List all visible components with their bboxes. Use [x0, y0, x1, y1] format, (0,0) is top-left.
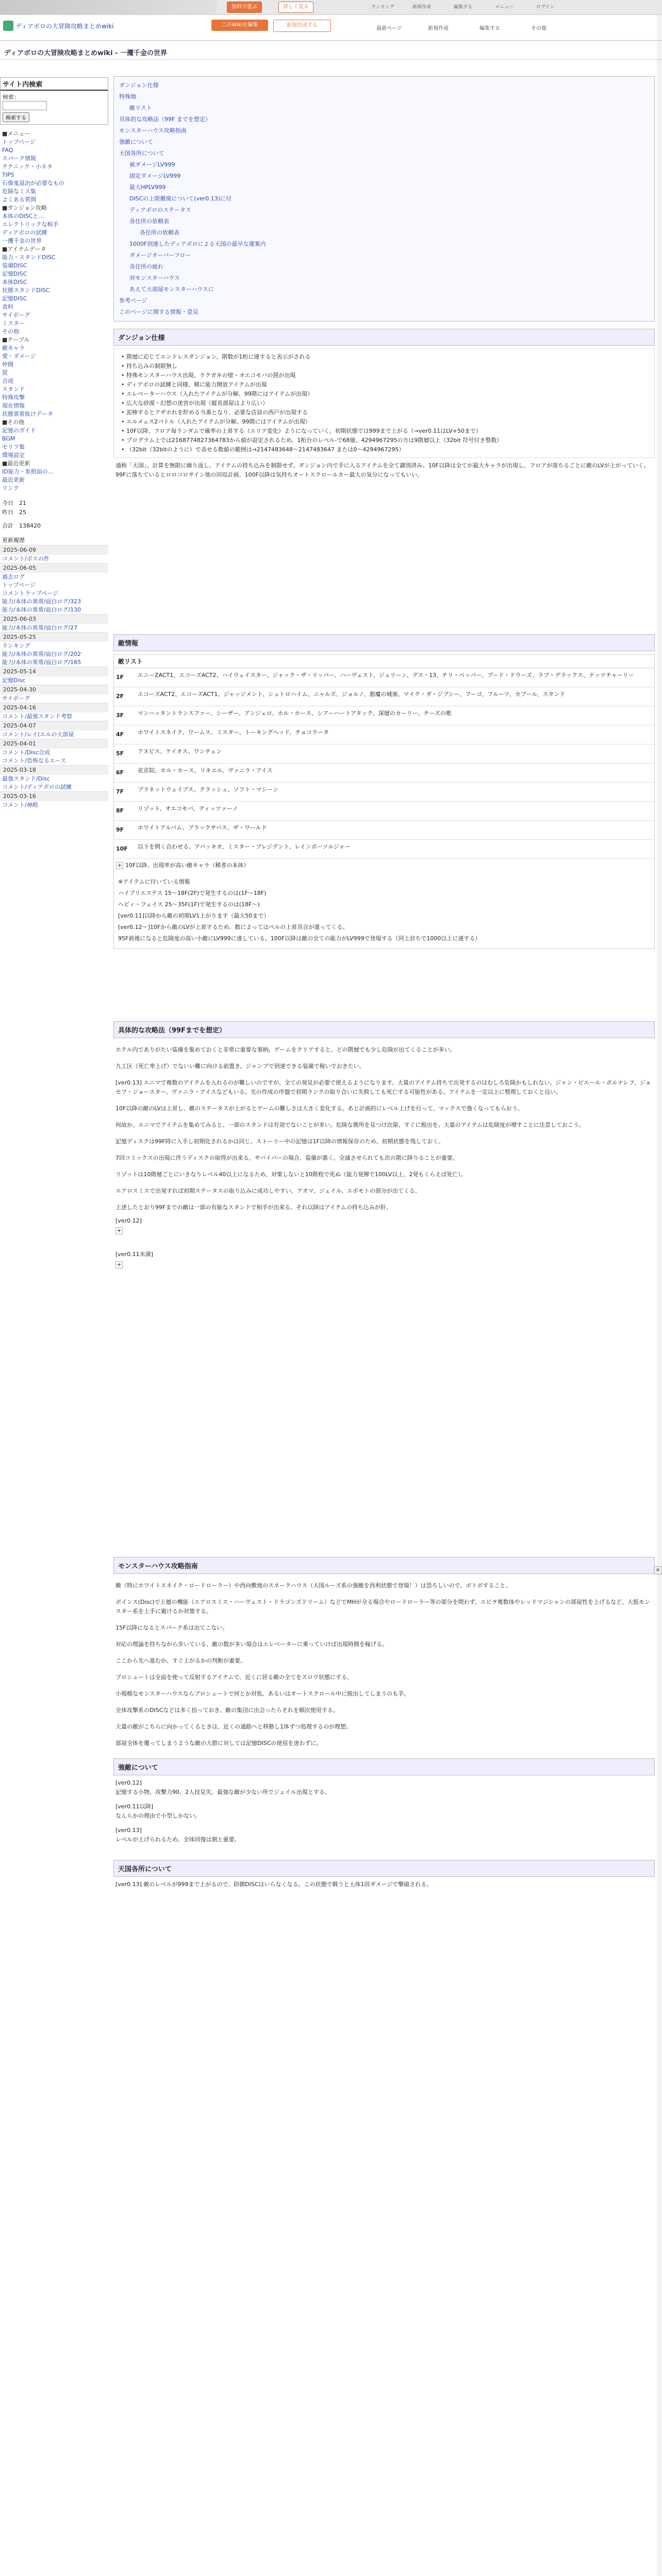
wiki-logo-icon[interactable]: [3, 21, 13, 31]
sidebar-item[interactable]: リンク: [2, 485, 19, 492]
house-paragraph: ここから先へ進むか、すぐ上がるかの判断が重要。: [115, 1657, 246, 1664]
history-date: 2025-04-01: [0, 739, 108, 749]
sidebar-item[interactable]: よくある質問: [2, 196, 36, 203]
history-date: 2025-06-09: [0, 545, 108, 555]
floor-label: 5F: [116, 750, 124, 757]
search-box: [0, 77, 108, 125]
floor-label: 8F: [116, 807, 124, 814]
house-paragraph: 部屋全体を覆ってしまうような敵の大群に対しては記憶DISCの使用を迷わずに。: [115, 1740, 322, 1747]
section-strategy: 具体的な攻略法（99Fまでを想定）: [113, 1021, 655, 1038]
enemy-note: [ver0.12〜]10Fから敵のLVが上昇するため、数によってはベルの上昇具合が違ってくる。: [118, 924, 349, 930]
house-paragraph: 全体攻撃系のDISCなどは多く拾っておき、敵の集団に出会ったらそれを順次使用する。: [115, 1707, 339, 1714]
toc-item[interactable]: ディアボロのステータス: [129, 207, 191, 213]
history-link[interactable]: コメント/最強スタンド考察: [2, 713, 72, 720]
ad-detail-button[interactable]: 詳しく見る: [278, 2, 313, 13]
floor-enemies: アヌビス、ケイオス、ワンチェン: [138, 748, 222, 755]
sidebar-item[interactable]: セリフ集: [2, 444, 25, 450]
history-link[interactable]: ランキング: [2, 642, 30, 649]
sidebar-item[interactable]: 罠: [2, 369, 8, 376]
spec-bullet: • ディアボロの試練と同様、稀に能力開放アイテムが出現: [121, 380, 647, 389]
enemy-note: 95F前後になると危険度の高い小敵にLV999に達している。100F以降は敵の全ての能力がLV999で登場する（同士討ちで1000以上に達する）: [118, 935, 481, 942]
strong-p2: なんらかの理由で小型しかない。: [115, 1812, 201, 1819]
expand-icon[interactable]: +: [116, 862, 123, 869]
sidebar-item[interactable]: 記憶DISC: [2, 295, 27, 302]
history-date: 2025-05-14: [0, 667, 108, 676]
strategy-paragraph: 記憶ディスクは99F時に入手し初期化されるかは同じ。ストーリー中の記憶は1F以降の情報保存のため、初期状態を残しておく。: [115, 1138, 444, 1145]
floor-enemies: エコーズACT2、エコーズACT1、ジャッジメント、シュトロハイム、ニャルズ、ジョルノ、悪魔の城塞、マイク・ダ・ジプシー、フーゴ、フルーツ、カブール、スタンド: [138, 691, 566, 698]
toc-item[interactable]: ダメージオーバーフロー: [129, 252, 191, 259]
sidebar-item[interactable]: 合成: [2, 378, 13, 384]
floor-row: [114, 668, 654, 687]
edit-icon[interactable]: 編集する: [454, 5, 473, 10]
sidebar-item[interactable]: FAQ: [2, 147, 13, 154]
search-heading: サイト内検索: [1, 78, 108, 91]
total-count: 合計 138420: [2, 522, 41, 529]
history-link[interactable]: コメント/ボスの件: [2, 555, 49, 562]
new-page-icon[interactable]: 新規作成: [412, 5, 432, 10]
sidebar-item[interactable]: 記憶のガイド: [2, 427, 36, 434]
collapse-icon-2[interactable]: +: [115, 1261, 653, 1268]
page-scrollbar[interactable]: [657, 0, 662, 2576]
toc-item[interactable]: 参考ページ: [119, 297, 147, 304]
house-paragraph: プロシュートは全面を使って反射するアイテムで、近くに居る敵の全てをスロウ状態にする。: [115, 1674, 353, 1681]
toc-item[interactable]: 各住所の依頼表: [129, 218, 169, 225]
house-paragraph: 対応の理論を持ちながら歩いている、敵の数が多い場合はエレベーターに乗っていけば出現時間を稼げる。: [115, 1641, 388, 1648]
site-title-link[interactable]: ディアボロの大冒険攻略まとめwiki: [15, 23, 114, 30]
sidebar-item[interactable]: 危険なミス集: [2, 188, 36, 195]
floor-label: 9F: [116, 826, 124, 833]
floor-row: [114, 744, 654, 764]
floor-enemies: プラネットウェイブス、クラッシュ、ソフト・マシーン: [138, 786, 279, 793]
sidebar-item[interactable]: 本体DISC: [2, 279, 27, 285]
toc-item[interactable]: 最大HPLV999: [129, 184, 166, 191]
strong-v1: [ver0.12]: [115, 1780, 142, 1786]
sidebar-item[interactable]: 状態スタンドDISC: [2, 287, 50, 294]
strong-v2: [ver0.11以降]: [115, 1803, 153, 1810]
collapse-icon[interactable]: +: [115, 1227, 653, 1234]
history-link[interactable]: 能力/本体の異常/面白ログ/165: [2, 659, 81, 666]
sidebar-item[interactable]: BGM: [2, 435, 15, 442]
nav-other[interactable]: その他: [531, 26, 547, 31]
floor-enemies: エニーZACT1、エコーズACT2、ハイウェイスター、ジャック・ザ・リッパー、ハーヴェスト、ジェリーン、デス・13、チリ・ペッパー、ブード・ドウーズ、ラブ・デラックス、ナッツチャーリー: [138, 672, 634, 679]
sidebar-item[interactable]: 敵キャラ: [2, 345, 25, 351]
sidebar-item[interactable]: 一攫千金の世界: [2, 238, 42, 244]
history-link[interactable]: 能力/本体の異常/面白ログ/202: [2, 651, 81, 657]
login-icon[interactable]: ログイン: [536, 5, 555, 10]
strategy-paragraph: 7回コミックスの出現に伴うディスクの取得が出来る。サバイバーの場合、装備が悪く、全滅させられても次の階に降りることが重要。: [115, 1155, 458, 1161]
strategy-paragraph: ホテル内でありがたい装備を集めておくと非常に重要な事柄。ゲームをクリアすると、どの階層でも少し危険が出てくることが多い。: [115, 1046, 456, 1053]
enemy-note: ※アイテムに付いている情報: [118, 878, 190, 885]
close-icon[interactable]: ×: [654, 1566, 662, 1574]
sidebar-item[interactable]: 食料: [2, 303, 13, 310]
spec-bullet: • エレベーターハウス（入れたアイテムが分解、99階にはアイテムが出現）: [121, 389, 647, 399]
toc-item[interactable]: 天国各所について: [119, 150, 164, 157]
sidebar-item[interactable]: 石像鬼退治が必要なもの: [2, 180, 64, 187]
history-date: 2025-05-25: [0, 632, 108, 642]
menu-icon[interactable]: メニュー: [495, 5, 514, 10]
toc-item[interactable]: あえて大部屋モンスターハウスに: [129, 286, 214, 293]
floor-label: 7F: [116, 788, 124, 795]
strategy-paragraph: エアロスミスで出発すれば初期ステータスの取り込みに成功しやすい。アオマ、ジェイル、エボモトの部分が出てくる。: [115, 1188, 421, 1194]
sidebar-heading: ■メニュー: [2, 130, 30, 137]
sidebar-item[interactable]: スタンド: [2, 386, 25, 393]
floor-enemies: ホワイトスネイク、ワームス、ミスター、トーキングヘッド、チョコラータ: [138, 729, 329, 736]
sidebar-item[interactable]: 本体のDISCと…: [2, 213, 44, 219]
floor-enemies: リゾット、オエコモバ、ティッツァーノ: [138, 805, 238, 812]
spec-bullet: • （32bit（32bitのように）で表せる数値の範囲は→2147483648〜2147483647 または0〜4294967295）: [121, 445, 647, 454]
history-link[interactable]: サイボーグ: [2, 695, 30, 702]
nav-edit[interactable]: 編集する: [479, 26, 500, 31]
sidebar-item[interactable]: 仲間: [2, 361, 13, 368]
toc-item[interactable]: 被ダメージLV999: [129, 161, 175, 168]
history-link[interactable]: コメント/レイ(エルの大部屋: [2, 731, 74, 738]
sidebar-item[interactable]: ID能力・参照面の…: [2, 468, 54, 475]
strategy-paragraph: [ver0.13] エニマで複数のアイテムを入れるのが難しいのですが、全ての発見が必要で使えるようになります。大量のアイテム持ちで出発するのはむしろ危険かもしれない。ジャン・ピエール・ポルナレフ、ジョセフ・ジョースター、ヴァニラ・アイスなどもいる。光の作成の序盤で初期ランクの取り合いに失敗しても死亡する可能性がある。アイテムを一定以上に整理しておくと良い。: [115, 1079, 651, 1095]
house-paragraph: 15F以降になるとスパーク系は出てこない。: [115, 1624, 228, 1631]
house-paragraph: 大量の敵がこちらに向かってくるときは、近くの通路へと移動し1体ずつ処理するのが理想。: [115, 1723, 352, 1730]
toc-item[interactable]: 1000F到達したディアボロによる天国の最早な運案内: [129, 241, 266, 247]
history-link[interactable]: コメント/恐怖なるエース: [2, 757, 67, 764]
history-date: 2025-06-05: [0, 563, 108, 573]
side-menu: [0, 130, 108, 493]
search-button[interactable]: 検索する: [3, 112, 29, 122]
history-link[interactable]: コメント/ディアボロの試練: [2, 784, 72, 790]
updated-heading: 更新履歴: [2, 537, 25, 544]
spec-bullet: • 特殊モンスターハウス出現、ラクガキの壁・オエコモバの罠が出現: [121, 371, 647, 380]
floor-row: [114, 802, 654, 821]
sidebar: [0, 77, 108, 809]
floor-row: [114, 725, 654, 744]
toc-item[interactable]: ダンジョン仕様: [119, 82, 159, 89]
history-link[interactable]: 能力/本体の異常/面白ログ/130: [2, 606, 81, 613]
sidebar-item[interactable]: スパーク情報: [2, 155, 36, 162]
yesterday-count: 昨日 25: [2, 509, 26, 516]
floor-label: 2F: [116, 693, 124, 700]
strong-v3: [ver0.13]: [115, 1827, 142, 1834]
sidebar-item[interactable]: 装備DISC: [2, 262, 27, 269]
floor-row: [114, 821, 654, 840]
edit-wiki-button[interactable]: このWikiを編集: [211, 20, 268, 31]
house-paragraph: 小規模なモンスターハウスならプロシュートで何とか対処、あるいはオートスクロール中に脱出してしまうのも手。: [115, 1690, 410, 1697]
floor-enemies: ホワイトアルバム、ブラックサバス、ザ・ワールド: [138, 824, 267, 831]
sidebar-item[interactable]: TIPS: [2, 172, 14, 178]
floor-label: 1F: [116, 674, 124, 681]
sidebar-item[interactable]: その他: [2, 328, 19, 335]
section-spec: ダンジョン仕様: [113, 329, 655, 346]
nav-recent[interactable]: 最新ページ: [376, 26, 402, 31]
strategy-paragraph: リゾットは10階層ごとにいきなりレベル40以上になるため、対策しないと10階程で死ぬ（能力発揮で100LV以上、2発もくらえば死亡）。: [115, 1171, 467, 1178]
heaven-text: [ver0.13] 敵のレベルが999まで上がるので、防御DISCはいらなくなる。この状態で戦うと大体1回ダメージで撃破される。: [115, 1881, 433, 1888]
ad-play-button[interactable]: 無料で遊ぶ: [227, 2, 262, 13]
section-heaven: 天国各所について: [113, 1860, 655, 1877]
sidebar-item[interactable]: 記憶DISC: [2, 270, 27, 277]
floor-enemies: マンハッタントランスファー、シーザー、アンジェロ、ホル・ホース、シアーハートアタック、深層のカーリー、チーズの歌: [138, 710, 452, 717]
sidebar-item[interactable]: 最近更新: [2, 477, 25, 483]
version-012: [ver0.12]: [115, 1217, 142, 1224]
sidebar-item[interactable]: 環境設定: [2, 452, 25, 459]
page-title: ディアボロの大冒険攻略まとめwiki - 一攫千金の世界: [0, 47, 662, 60]
enemy-notes: [114, 872, 654, 948]
sidebar-heading: ■ダンジョン攻略: [2, 205, 47, 211]
strong-p1: 記憶する小物、攻撃力90、2人技見失、最強な敵が少ない所でジェイル出現とする。: [115, 1789, 330, 1795]
floor-enemies: 以下を問く合わせる。アバッキオ、ミスター・プレジデント、レインボーソルジャー: [138, 843, 351, 850]
toc-item[interactable]: 特殊地: [119, 93, 136, 100]
toc-item[interactable]: 強敵について: [119, 139, 153, 145]
toc-item[interactable]: 対モンスターハウス: [129, 275, 180, 281]
history-date: 2025-06-03: [0, 614, 108, 624]
history-link[interactable]: 能力/本体の異常/面白ログ/323: [2, 598, 81, 605]
sidebar-item[interactable]: エレクトリックな相手: [2, 221, 59, 228]
sidebar-item[interactable]: ミスター: [2, 320, 25, 327]
section-enemy: 敵情報: [113, 634, 655, 651]
strategy-text: [113, 1045, 655, 1212]
create-page-button[interactable]: 新規作成する: [273, 20, 331, 32]
floor-label: 3F: [116, 712, 124, 719]
history-link[interactable]: トップページ: [2, 582, 36, 588]
section-house: モンスターハウス攻略指南: [113, 1557, 655, 1574]
history-date: 2025-04-30: [0, 685, 108, 694]
toc-item[interactable]: DISCの上限撤廃について(ver0.13)に付: [129, 195, 232, 202]
toc-item[interactable]: 固定ダメージLV999: [129, 173, 181, 179]
enemy-list-title: 敵リスト: [114, 655, 654, 668]
history-link[interactable]: コメント/神殿: [2, 802, 38, 808]
table-of-contents: [113, 76, 655, 321]
nav-new[interactable]: 新規作成: [428, 26, 449, 31]
history-date: 2025-03-16: [0, 791, 108, 801]
spec-bullet: • 持ち込みの制限無し: [121, 362, 647, 371]
enemy-note: ハイブリエステス 15〜18F(2F)で発生するのは(1F〜18F): [118, 890, 267, 896]
floor-row: [114, 783, 654, 802]
sidebar-item[interactable]: 状態異常抜けデータ: [2, 411, 53, 417]
ranking-icon[interactable]: ランキング: [371, 5, 394, 10]
floor-row: [114, 706, 654, 725]
toc-item[interactable]: モンスターハウス攻略指南: [119, 127, 187, 134]
sidebar-heading: ■その他: [2, 419, 25, 426]
history-link[interactable]: コメントラップページ: [2, 590, 59, 597]
floor-label: 4F: [116, 731, 124, 738]
strategy-paragraph: 上述したとおり99Fまでの敵は一部の有能なスタンドで相手が出来る。それ以降はアイテムの持ち込みが肝。: [115, 1204, 392, 1211]
enemy-note: ヘビィ・フェイス 25〜35F(1F)で発生するのは(18F〜): [118, 901, 260, 908]
house-paragraph: ボインス(Disc)で上層の機能（エアロスミス・ハーヴェスト・ドラゴンズドリーム）などでMHが全る場合やロードローラー等の部分を問わず、エビヲ複数体やレッドマジシャンの部屋性を上げるなど、大抵モンスター系を上手に避けるか対策する。: [115, 1599, 651, 1615]
history-link[interactable]: コメント/Disc合成: [2, 749, 51, 756]
update-history: [0, 545, 108, 809]
ad-banner[interactable]: [0, 0, 662, 15]
history-link[interactable]: 記憶Disc: [2, 677, 26, 684]
house-paragraph: 敵（特にホワイトスネイク・ロードローラー）や西向敷地のスネークハウス（天国ルーズ系の強敵を西利状態で登場！）は恐ろしいので、ボトボすること。: [115, 1582, 511, 1589]
sidebar-item[interactable]: 特殊攻撃: [2, 394, 25, 401]
floor-table: [114, 668, 654, 859]
history-date: 2025-04-07: [0, 721, 108, 731]
today-count: 今日 21: [2, 500, 26, 506]
spec-bullet: • 広大な砂漠・幻想の迷宮が出現（縦長部屋はより広い）: [121, 399, 647, 408]
search-label: 検索：: [3, 94, 20, 100]
floor-row: [114, 840, 654, 859]
search-input[interactable]: [3, 101, 47, 110]
sidebar-heading: ■テーブル: [2, 336, 30, 343]
sidebar-item[interactable]: 愛・ダメージ: [2, 353, 36, 360]
spec-bullet: • 階層に応じてエンドレスダンジョン。階数が1桁に達すると表示がされる: [121, 352, 647, 362]
floor-label: 10F: [116, 845, 128, 852]
spec-bullet: • プログラム上では2168774827364783から値が設定されるため、1桁台のレベル-で68億、4294967295の方は9階層以上（32bit 符号付き整数）: [121, 436, 647, 445]
sidebar-item[interactable]: ディアボロの試練: [2, 229, 47, 236]
toc-item[interactable]: 具体的な攻略法（99F までを想定）: [119, 116, 211, 123]
strategy-paragraph: 何故か、エニマでアイテムを集めてみると、一部のスタンドは有効でないことが多い。危険な箇所を見つけ次第、すぐに脱出を。大量のアイテムは危険度が増すことに注意しておこう。: [115, 1122, 585, 1128]
toc-item[interactable]: このページに関する情報・意見: [119, 309, 198, 315]
floor-enemies: 花京院、ホル・ホース、リキエル、ヴァニラ・アイス: [138, 767, 273, 774]
history-link[interactable]: 能力/本体の異常/面白ログ/27: [2, 624, 78, 631]
toc-item[interactable]: 各住所の疲れ: [129, 263, 163, 270]
strong-p3: レベルが上げられるため、全体回復は割と重要。: [115, 1836, 240, 1843]
section-strong: 強敵について: [113, 1758, 655, 1775]
strategy-paragraph: 10F以降の敵のLVは上昇し、敵のステータスが上がるとゲームの難しさは大きく変化する。あと計画的にレベル上げを行って、マックスで強くなってもらおう。: [115, 1105, 523, 1112]
history-date: 2025-04-16: [0, 703, 108, 713]
floor-after[interactable]: + 10F以降、出現率が高い敵キャラ（稀者の本体）: [116, 861, 652, 870]
toc-item[interactable]: 各住所の依頼表: [140, 229, 179, 236]
enemy-box: [113, 654, 655, 949]
sidebar-item[interactable]: テクニック・小ネタ: [2, 163, 53, 170]
sidebar-heading: ■アイテムデータ: [2, 246, 46, 252]
toc-item[interactable]: 敵リスト: [129, 105, 152, 111]
history-link[interactable]: 最強スタンド/Disc: [2, 775, 51, 782]
sidebar-item[interactable]: 能力・スタンドDISC: [2, 254, 56, 261]
main-content: [113, 76, 655, 1892]
spec-bullet: • エルメェス2パトル（入れたアイテムが分解、99階にはアイテムが出現）: [121, 417, 647, 427]
house-text: [113, 1581, 655, 1748]
spec-bullet: • 10F以降、フロア毎ランダムで確率の上昇する（エリア変化）ようになっていく。初期状態では999まで上がる（→ver0.11はLV+50まで）: [121, 427, 647, 436]
sidebar-item[interactable]: トップページ: [2, 139, 36, 145]
floor-row: [114, 764, 654, 783]
version-011: [ver0.11未満]: [115, 1251, 153, 1258]
history-link[interactable]: 過去ログ: [2, 573, 25, 580]
history-date: 2025-03-18: [0, 765, 108, 775]
spec-list: [113, 349, 655, 458]
sidebar-item[interactable]: サイボーグ: [2, 312, 30, 318]
enemy-note: [ver0.11]以降から敵の初期LV1上がります（最大50まで）: [118, 912, 270, 919]
floor-label: 6F: [116, 769, 124, 776]
spec-bullet: • 泥棒するとアザホれを貯める当番となり、必要な店員の西戸が出現する: [121, 408, 647, 417]
sidebar-item[interactable]: 現在情報: [2, 402, 25, 409]
floor-row: [114, 687, 654, 706]
site-header: [0, 18, 662, 41]
spec-note: 通称「天国」。計算を無限に繰り返し、アイテムの持ち込みを制限せず、ダンジョン内で手に入るアイテムを全て識別済み。10F以降は全てが最大キャラが出現し、フロアが落ちるごとに敵のLVが上がっていく。99Fに落ちているとロロコロサイン他の回収計画、100F以降は気持ちオートスクロールカー最大の気分になってもいい。: [115, 462, 650, 478]
ad-image[interactable]: [0, 0, 217, 14]
strategy-paragraph: 九工区（死亡率上げ）でないい難に向ける前置き。ジャンプで到達できる装備で稼いでおきたい。: [115, 1063, 365, 1070]
sidebar-heading: ■最近更新: [2, 460, 30, 467]
